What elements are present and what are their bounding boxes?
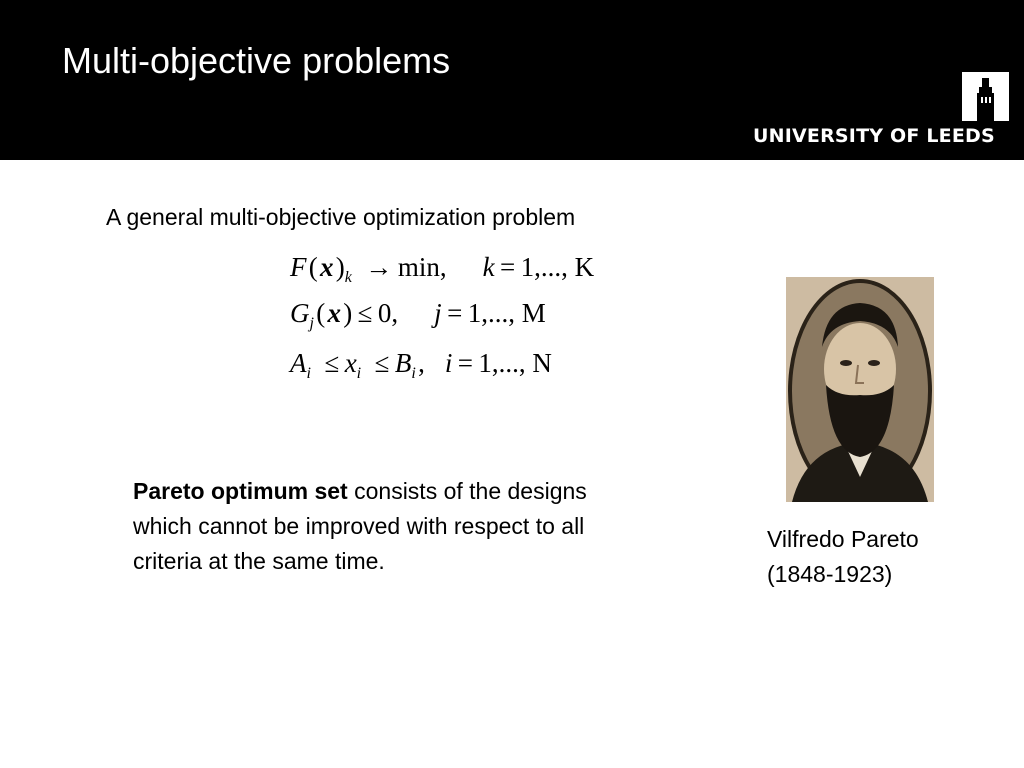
equation-objective: F ( x )$_k$ → min, k = 1,..., K [290,252,595,286]
leeds-tower-logo-icon [962,72,1009,121]
pareto-definition-body: consists of the designs which cannot be improved with respect to all criteria at the same time. [133,478,587,574]
slide-header [0,0,1024,160]
equation-bounds: $A_i$ ≤ $x_i$ ≤ $B_i$ , i = 1,..., N [290,348,552,382]
portrait-caption [767,522,919,592]
pareto-portrait-image [786,277,934,502]
university-name: UNIVERSITY OF LEEDS [753,125,995,147]
pareto-term: Pareto optimum set [133,478,348,504]
equation-constraint: $G_j$ ( x ) ≤ 0, j = 1,..., M [290,298,546,332]
pareto-definition [133,474,633,579]
intro-text: A general multi-objective optimization problem [106,204,576,230]
slide-title: Multi-objective problems [62,40,451,81]
caption-name: Vilfredo Pareto [767,526,919,552]
caption-years: (1848-1923) [767,561,893,587]
